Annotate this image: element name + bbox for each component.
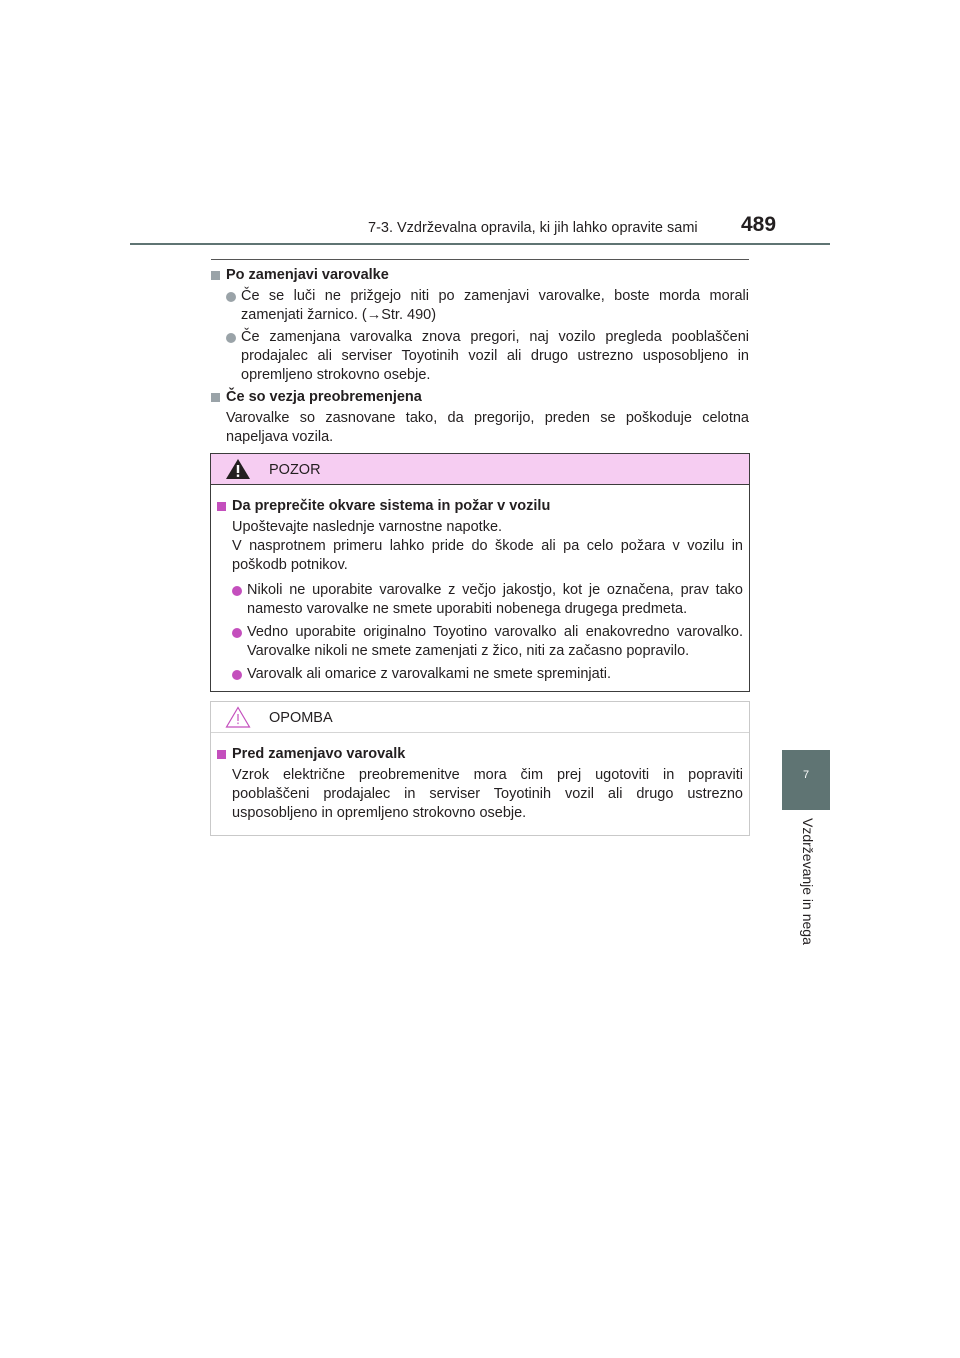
caution-box: [210, 453, 750, 692]
header-rule: [130, 243, 830, 245]
square-bullet-icon: [211, 271, 220, 280]
page-number: 489: [741, 213, 777, 236]
list-item: Varovalk ali omarice z varovalkami ne smete spreminjati.: [217, 665, 743, 684]
chapter-tab[interactable]: [782, 750, 830, 810]
content-top-rule: [211, 259, 749, 260]
chapter-number: 7: [802, 769, 810, 781]
section-heading: Če so vezja preobremenjena: [211, 388, 749, 407]
paragraph: Vzrok električne preobremenitve mora čim prej ugotoviti in popraviti pooblaščeni prodajalec in serviser Toyotinih vozil ali drugo ustrezno usposobljeno in opremljeno strokovno osebje.: [232, 767, 743, 821]
dot-bullet-icon: [232, 586, 242, 596]
section-title: 7-3. Vzdrževalna opravila, ki jih lahko opravite sami: [368, 220, 698, 236]
dot-bullet-icon: [226, 292, 236, 302]
notice-heading: Pred zamenjavo varovalk: [217, 745, 743, 764]
notice-triangle-icon: [225, 706, 251, 728]
list-item: Nikoli ne uporabite varovalke z večjo jakostjo, kot je označena, prav tako namesto varovalke ne smete uporabiti nobenega drugega predmeta.: [217, 581, 743, 619]
list-item: Vedno uporabite originalno Toyotino varovalko ali enakovredno varovalko. Varovalke nikoli ne smete zamenjati z žico, niti za začasno popravilo.: [217, 623, 743, 661]
square-bullet-icon: [217, 502, 226, 511]
caution-heading: Da preprečite okvare sistema in požar v vozilu: [217, 497, 743, 516]
caution-header: [211, 454, 749, 485]
notice-box: [210, 701, 750, 836]
warning-triangle-icon: [225, 458, 251, 480]
list-item: Če zamenjana varovalka znova pregori, naj vozilo pregleda pooblaščeni prodajalec ali serviser Toyotinih vozil ali drugo ustrezno usposobljeno in opremljeno strokovno osebje.: [211, 328, 749, 385]
dot-bullet-icon: [226, 333, 236, 343]
list-item: Če se luči ne prižgejo niti po zamenjavi varovalke, boste morda morali zamenjati žarnico. (→Str. 490): [211, 287, 749, 325]
paragraph: Varovalke so zasnovane tako, da pregorijo, preden se poškoduje celotna napeljava vozila.: [226, 410, 749, 445]
notice-body: [211, 733, 749, 823]
notice-title: OPOMBA: [269, 710, 333, 726]
dot-bullet-icon: [232, 670, 242, 680]
dot-bullet-icon: [232, 628, 242, 638]
section-heading: Po zamenjavi varovalke: [211, 266, 749, 285]
caution-title: POZOR: [269, 462, 321, 478]
chapter-label: Vzdrževanje in nega: [800, 818, 816, 945]
square-bullet-icon: [211, 393, 220, 402]
square-bullet-icon: [217, 750, 226, 759]
notice-header: [211, 702, 749, 733]
paragraph: Upoštevajte naslednje varnostne napotke.: [232, 519, 503, 535]
caution-body: [211, 485, 749, 684]
main-content: [211, 266, 749, 447]
paragraph: V nasprotnem primeru lahko pride do škode ali pa celo požara v vozilu in poškodb potnikov.: [232, 538, 743, 573]
